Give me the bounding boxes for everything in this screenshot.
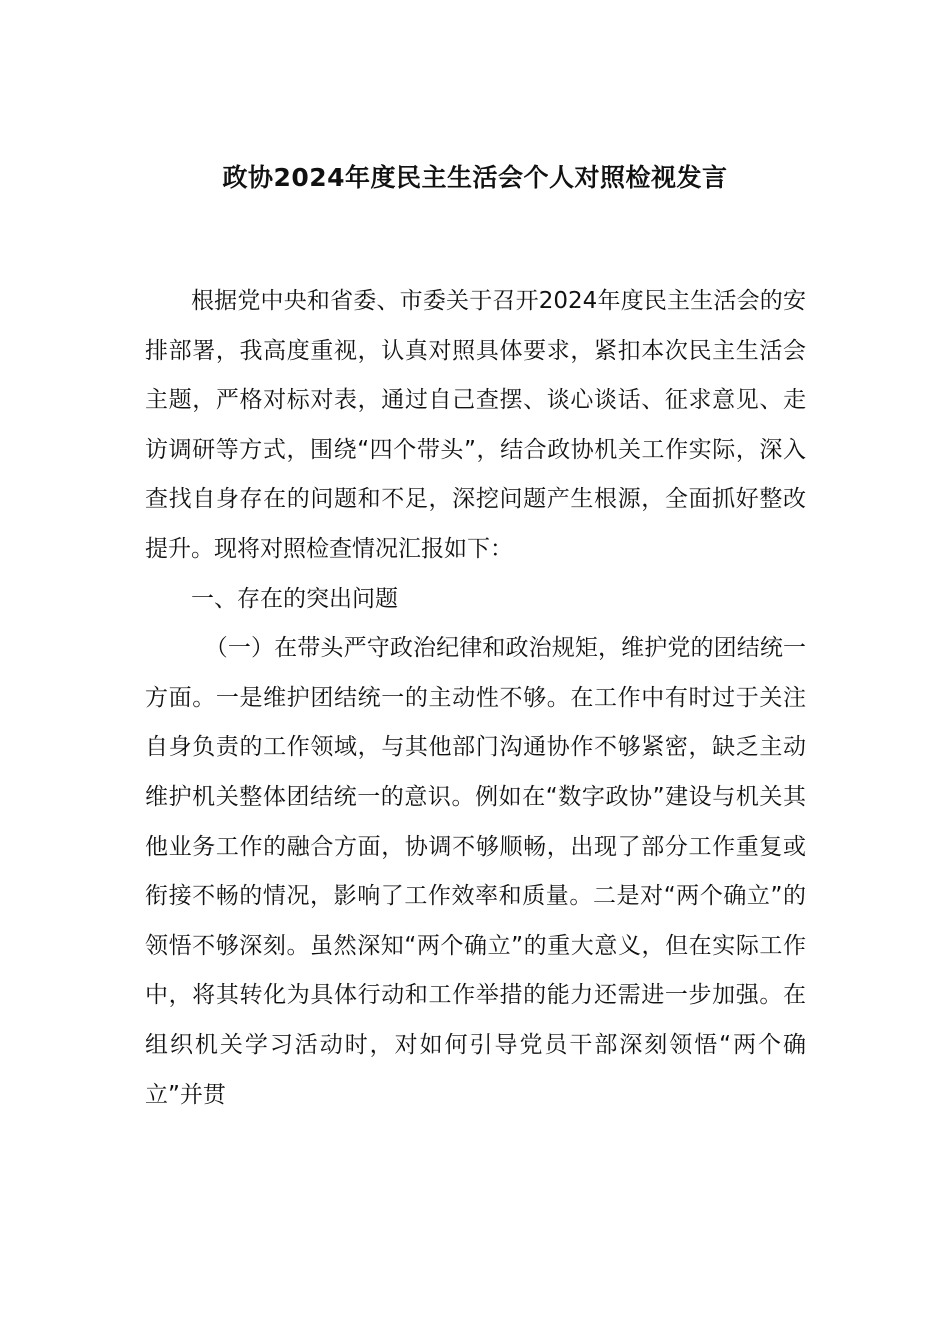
- section-paragraph: （一）在带头严守政治纪律和政治规矩，维护党的团结统一方面。一是维护团结统一的主动性不够。在工作中有时过于关注自身负责的工作领域，与其他部门沟通协作不够紧密，缺乏主动维护机关整体团结统一的意识。例如在“数字政协”建设与机关其他业务工作的融合方面，协调不够顺畅，出现了部分工作重复或衔接不畅的情况，影响了工作效率和质量。二是对“两个确立”的领悟不够深刻。虽然深知“两个确立”的重大意义，但在实际工作中，将其转化为具体行动和工作举措的能力还需进一步加强。在组织机关学习活动时，对如何引导党员干部深刻领悟“两个确立”并贯: [145, 635, 806, 1108]
- intro-paragraph: 根据党中央和省委、市委关于召开2024年度民主生活会的安排部署，我高度重视，认真对照具体要求，紧扣本次民主生活会主题，严格对标对表，通过自己查摆、谈心谈话、征求意见、走访调研等方式，围绕“四个带头”，结合政协机关工作实际，深入查找自身存在的问题和不足，深挖问题产生根源，全面抓好整改提升。现将对照检查情况汇报如下：: [145, 288, 806, 562]
- document-body: [145, 277, 806, 1120]
- document-title: 政协2024年度民主生活会个人对照检视发言: [222, 163, 728, 192]
- section-heading: 一、存在的突出问题: [191, 585, 398, 612]
